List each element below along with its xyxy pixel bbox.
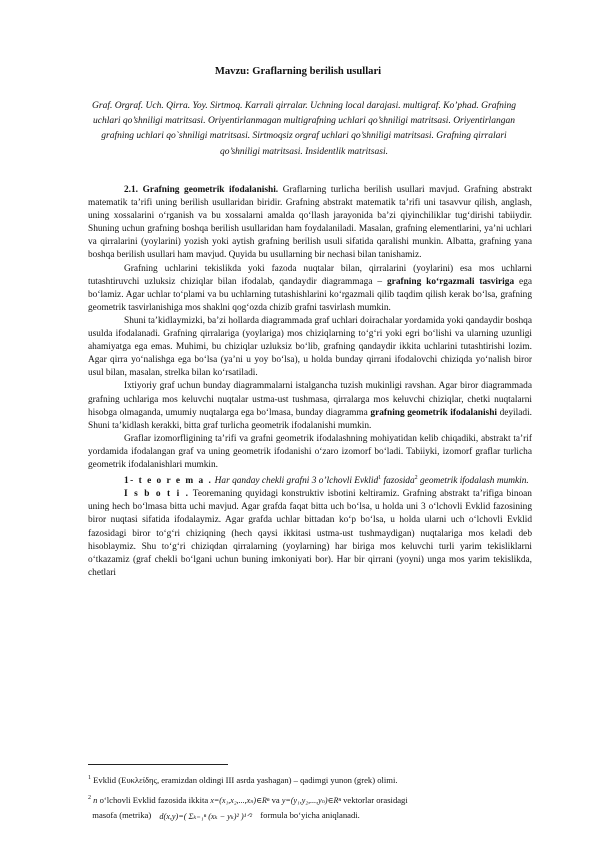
paragraph-2: Grafning uchlarini tekislikda yoki fazoda nuqtalar bilan, qirralarini (yoylarini) esa mos uchlarni tutashtiruvchi uzluksiz chiziqlar bilan ifodalab, qandaydir diagrammaga – grafning ko‘rgazmali tasviriga ega bo‘lamiz. Agar uchlar to‘plami va bu uchlarning tutashishlarini ko‘rgazmali qilib taqdim qilish kerak bo‘lsa, grafning geometrik tasvirlanishiga mos shaklni qog‘ozda chizib grafni tasvirlash mumkin.: [88, 263, 533, 313]
theorem: 1- t e o r e m a . Har qanday chekli grafni 3 o’lchovli Evklid$^1$ fazosida$^2$ geometrik ifodalash mumkin.: [124, 475, 529, 487]
footnote-2: $^2$ n o‘lchovli Evklid fazosida ikkita x=(x₁,x₂,...,xₙ)∈Rⁿ va y=(y₁,y₂,...,yₙ)∈Rⁿ vektorlar orasidagi: [88, 794, 408, 805]
paragraph-1: 2.1. Grafning geometrik ifodalanishi. Graflarning turlicha berilish usullari mavjud. Grafning abstrakt matematik ta’rifi uning berilish usullaridan biridir. Grafning abstrakt matematik ta’rifi uni tasavvur qilish, anglash, uning xossalarini o‘rganish va bu xossalarni amalda qo‘llash jarayonida ba’zi qiyinchiliklar tug‘dirishi tabiiydir. Shuning uchun grafning boshqa berilish usullaridan ham foydalaniladi. Masalan, grafning elementlarini, ya’ni uchlari va qirralarini (yoylarini) yozish yoki aytish grafning berilish usuli sifatida qaralishi munkin. Albatta, grafning yana boshqa berilish usullari ham mavjud. Quyida bu usullarning bir nechasi bilan tanishamiz.: [88, 185, 532, 261]
keywords-abstract: Graf. Orgraf. Uch. Qirra. Yoy. Sirtmoq. Karrali qirralar. Uchning local darajasi. multigraf. Ko’phad. Grafning uchlari qo’shniligi matritsasi. Oriyentirlanmagan multigrafning uchlari qo’shniligi matritsasi. Oriyentirlangan grafning uchlari qo`shniligi matritsasi. Sirtmoqsiz orgraf uchlari qo’shniligi matritsasi. Grafning qirralari qo’shniligi matritsasi. Insidentlik matritsasi.: [92, 101, 516, 157]
proof: I s b o t i . Teoremaning quyidagi konstruktiv isbotini keltiramiz. Grafning abstrakt ta’rifiga binoan uning hech bo‘lmasa bitta uchi mavjud. Agar grafda faqat bitta uch bo‘lsa, u holda uni 3 o‘lchovli Evklid fazosining biror nuqtasi sifatida ifodalaymiz. Agar grafda uchlar bittadan ko‘p bo‘lsa, u holda ularni uch o‘lchovli Evklid fazosidagi biror to‘g‘ri chiziqning (hech qaysi ikkitasi ustma-ust tushmaydigan) nuqtalariga mos keladi deb hisoblaymiz. Shu to‘g‘ri chiziqdan qirralarning (yoylarning) har biriga mos keluvchi turli yarim tekisliklarni o‘tkazamiz (graf chekli bo‘lgani uchun buning imkoniyati bor). Har bir qirrani (yoyni) unga mos yarim tekislikda, chetlari: [88, 489, 532, 578]
section-heading: 2.1. Grafning geometrik ifodalanishi.: [124, 185, 279, 195]
paragraph-3: Shuni ta’kidlaymizki, ba’zi hollarda diagrammada graf uchlari doirachalar yordamida yoki qandaydir boshqa usulda ifodalanadi. Grafning qirralariga (yoylariga) mos chiziqlarning to‘g‘ri yoki egri bo‘lishi va ularning uzunligi ahamiyatga ega emas. Muhimi, bu chiziqlar uzluksiz bo‘lib, grafning qandaydir ikkita uchlarini tutashtirishi lozim. Agar qirra yo‘nalishga ega bo‘lsa (ya’ni u yoy bo‘lsa), u holda bunday qirrani ifodalovchi chiziqda yo‘nalish biror usul bilan, masalan, strelka bilan ko‘rsatiladi.: [88, 315, 532, 379]
paragraph-5: Graflar izomorfligining ta’rifi va grafni geometrik ifodalashning mohiyatidan kelib chiqadiki, abstrakt ta’rif yordamida ifodalangan graf va uning geometrik ifodanishi o‘zaro izomorf bo‘ladi. Tabiiyki, izomorf graflar turlicha geometrik ifodalanishlari mumkin.: [88, 433, 532, 470]
section-body: [88, 184, 532, 580]
theorem-label: 1- t e o r e m a .: [124, 476, 213, 487]
paragraph-4: Ixtiyoriy graf uchun bunday diagrammalarni istalgancha tuzish mukinligi ravshan. Agar biror diagrammada grafning uchlariga mos keluvchi nuqtalar ustma-ust tushmasa, qirralarga mos keluvchi chiziqlar, chetki nuqtalarni hisobga olmaganda, umumiy nuqtalarga ega bo‘lmasa, bunday diagramma grafning geometrik ifodalanishi deyiladi. Shuni ta’kidlash kerakki, bitta graf turlicha geometrik ifodalanishi mumkin.: [88, 381, 532, 431]
proof-label: I s b o t i .: [124, 489, 190, 500]
footnote-2-continued: masofa (metrika) d(x,y)=( Σₖ₌₁ⁿ (xₖ − yₖ)² )¹ᐟ² formula bo‘yicha aniqlanadi.: [92, 810, 360, 821]
footnote-divider: [88, 764, 228, 765]
page-title: Mavzu: Graflarning berilish usullari: [214, 66, 382, 77]
metric-formula: d(x,y)=( Σₖ₌₁ⁿ (xₖ − yₖ)² )¹ᐟ²: [159, 811, 253, 821]
footnote-1: $^1$ Evklid (Ευκλείδης, eramizdan oldingi III asrda yashagan) – qadimgi yunon (grek) olimi.: [88, 774, 398, 785]
